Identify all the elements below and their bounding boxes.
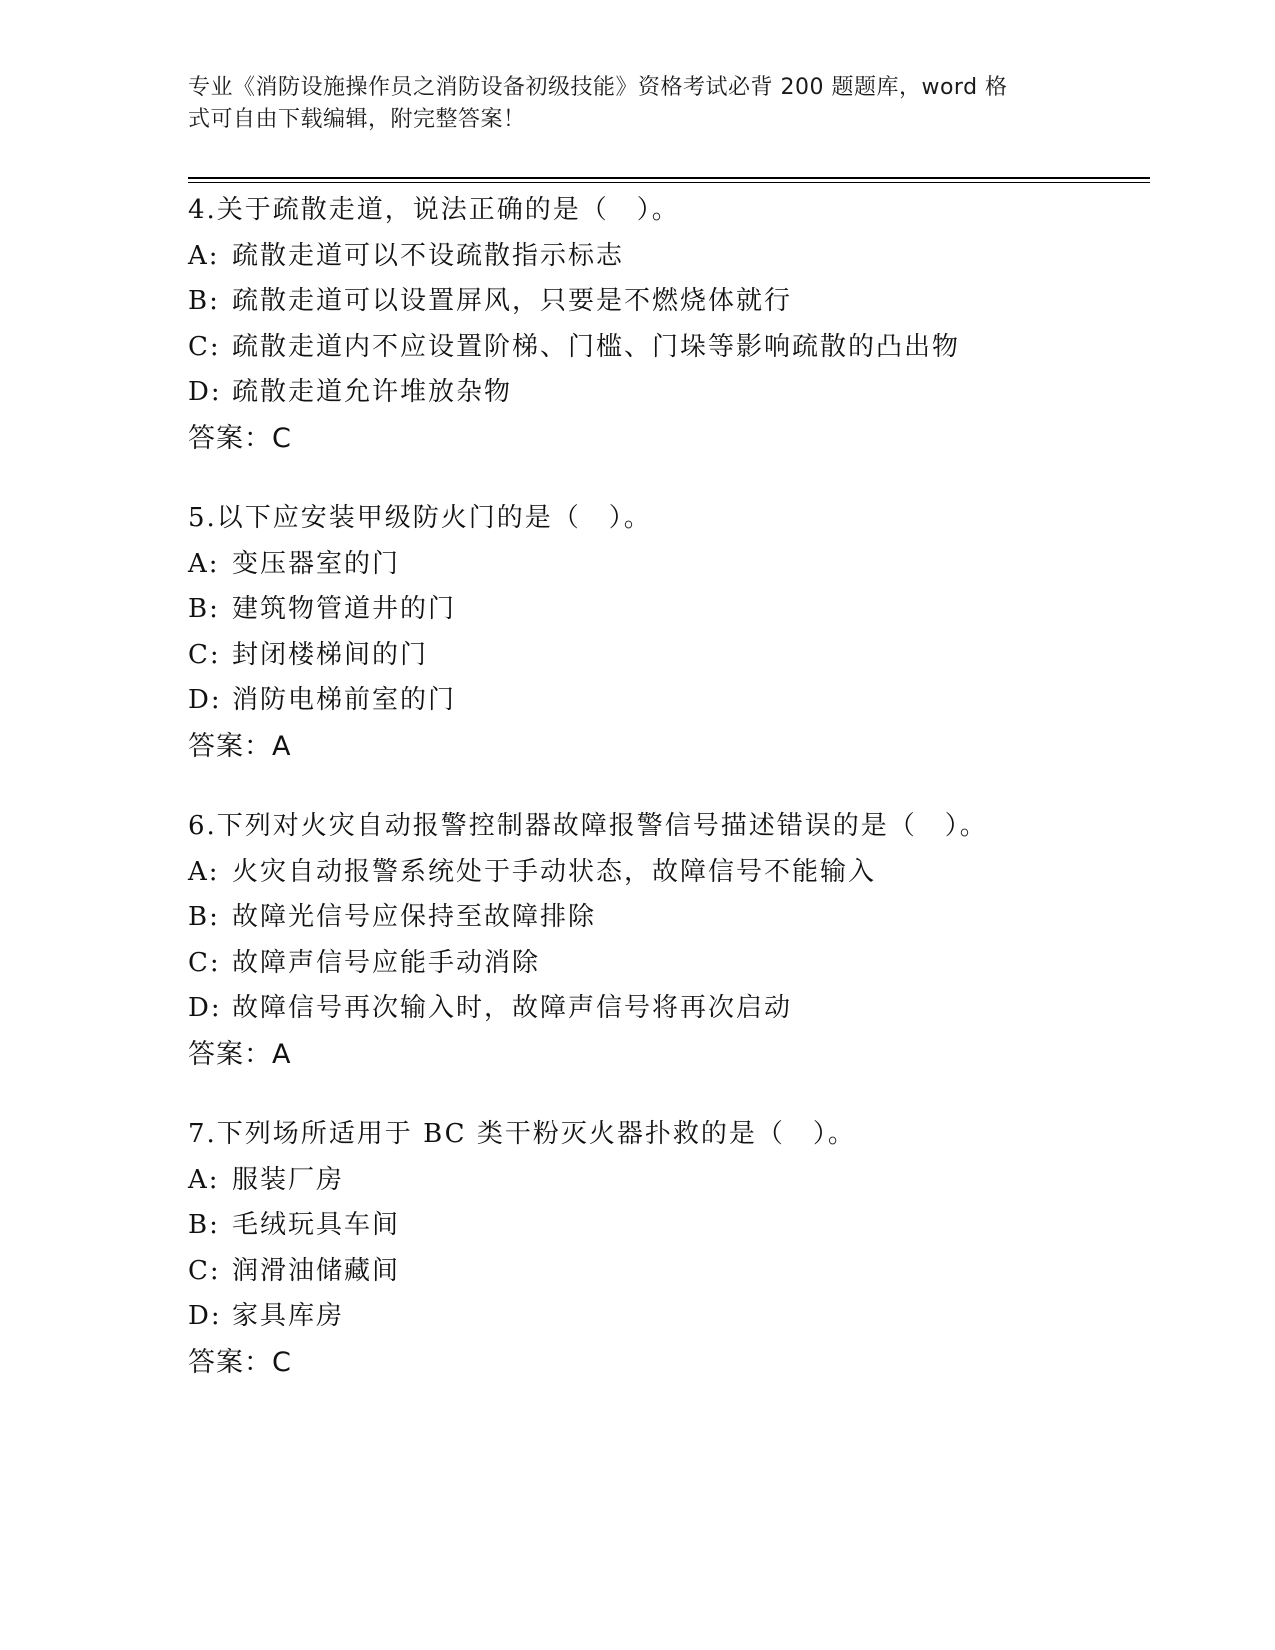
option-text: 火灾自动报警系统处于手动状态，故障信号不能输入 [232, 856, 877, 887]
option-letter: B: [188, 594, 220, 624]
option-c [188, 1249, 1148, 1295]
option-text: 建筑物管道井的门 [232, 594, 457, 624]
option-c [188, 941, 1148, 987]
option-letter: D: [188, 685, 222, 715]
answer-line: 答案：A [188, 1038, 292, 1070]
option-letter: A: [188, 548, 220, 579]
option-text: 故障信号再次输入时，故障声信号将再次启动 [232, 993, 793, 1023]
option-d [188, 678, 1148, 724]
option-letter: C: [188, 1255, 221, 1286]
option-text: 变压器室的门 [232, 548, 401, 579]
option-letter: D: [188, 377, 222, 407]
option-text: 毛绒玩具车间 [232, 1210, 401, 1240]
option-text: 服装厂房 [232, 1164, 345, 1195]
question-5 [188, 496, 1148, 769]
option-b [188, 279, 1148, 325]
option-letter: C: [188, 639, 221, 670]
question-7 [188, 1112, 1148, 1385]
option-a [188, 234, 1148, 280]
question-stem: 5.以下应安装甲级防火门的是（ ）。 [188, 503, 652, 533]
option-letter: A: [188, 1164, 220, 1195]
option-letter: C: [188, 947, 221, 978]
header-line-1: 专业《消防设施操作员之消防设备初级技能》资格考试必背 200 题题库，word 格 [188, 75, 1008, 100]
option-b [188, 587, 1148, 633]
option-a [188, 850, 1148, 896]
header-divider-bottom [188, 182, 1150, 183]
option-b [188, 1203, 1148, 1249]
option-letter: A: [188, 856, 220, 887]
option-text: 疏散走道允许堆放杂物 [232, 377, 513, 407]
option-a [188, 542, 1148, 588]
question-stem: 4.关于疏散走道，说法正确的是（ ）。 [188, 195, 680, 225]
option-b [188, 895, 1148, 941]
option-text: 封闭楼梯间的门 [232, 639, 429, 670]
option-text: 疏散走道内不应设置阶梯、门槛、门垛等影响疏散的凸出物 [232, 331, 961, 362]
header-line-2: 式可自由下载编辑，附完整答案！ [188, 107, 526, 132]
answer-line: 答案：C [188, 1346, 292, 1378]
option-letter: C: [188, 331, 221, 362]
option-letter: B: [188, 1210, 220, 1240]
option-letter: D: [188, 993, 222, 1023]
option-text: 疏散走道可以设置屏风，只要是不燃烧体就行 [232, 286, 793, 316]
option-letter: A: [188, 240, 220, 271]
option-letter: B: [188, 902, 220, 932]
option-c [188, 325, 1148, 371]
option-text: 润滑油储藏间 [232, 1255, 401, 1286]
option-letter: D: [188, 1301, 222, 1331]
option-d [188, 986, 1148, 1032]
question-list [188, 188, 1148, 1420]
question-stem: 7.下列场所适用于 BC 类干粉灭火器扑救的是（ ）。 [188, 1119, 856, 1149]
option-d [188, 1294, 1148, 1340]
option-text: 故障声信号应能手动消除 [232, 947, 541, 978]
option-text: 消防电梯前室的门 [232, 685, 457, 715]
question-6 [188, 804, 1148, 1077]
answer-line: 答案：A [188, 730, 292, 762]
option-c [188, 633, 1148, 679]
header-divider-top [188, 177, 1150, 179]
document-header [188, 72, 1088, 136]
option-text: 家具库房 [232, 1301, 345, 1331]
option-letter: B: [188, 286, 220, 316]
option-text: 故障光信号应保持至故障排除 [232, 902, 597, 932]
question-stem: 6.下列对火灾自动报警控制器故障报警信号描述错误的是（ ）。 [188, 811, 988, 841]
question-4 [188, 188, 1148, 461]
option-text: 疏散走道可以不设疏散指示标志 [232, 240, 625, 271]
option-d [188, 370, 1148, 416]
answer-line: 答案：C [188, 422, 292, 454]
option-a [188, 1158, 1148, 1204]
